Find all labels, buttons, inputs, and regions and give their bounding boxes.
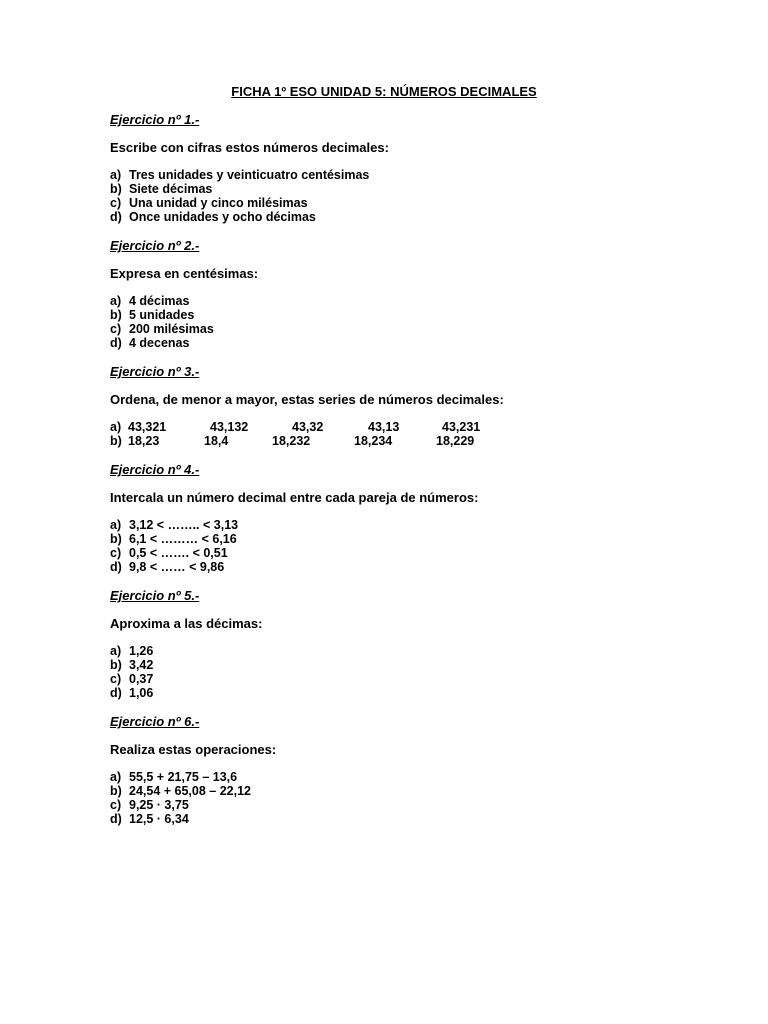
item-marker: c) xyxy=(110,546,122,560)
item-marker: b) xyxy=(110,182,122,196)
item-text: 5 unidades xyxy=(129,308,195,322)
exercise-item xyxy=(110,672,670,686)
item-marker: a) xyxy=(110,770,122,784)
item-text: 6,1 < ……… < 6,16 xyxy=(129,532,237,546)
exercise-instruction: Realiza estas operaciones: xyxy=(110,742,277,757)
exercise-1 xyxy=(110,112,670,224)
exercise-item xyxy=(110,560,670,574)
item-text: 1,26 xyxy=(129,644,154,658)
item-marker: a) xyxy=(110,168,122,182)
item-marker: b) xyxy=(110,784,122,798)
exercise-item xyxy=(110,532,670,546)
item-marker: c) xyxy=(110,196,122,210)
exercise-heading: Ejercicio nº 6.- xyxy=(110,714,200,729)
series-value: 18,232 xyxy=(272,434,311,448)
exercise-item xyxy=(110,168,670,182)
item-marker: b) xyxy=(110,658,122,672)
series-list xyxy=(110,420,670,448)
item-text: 4 decenas xyxy=(129,336,190,350)
series-value: 43,132 xyxy=(210,420,249,434)
item-text: 3,42 xyxy=(129,658,154,672)
series-value: 18,234 xyxy=(354,434,393,448)
exercise-item xyxy=(110,210,670,224)
exercise-item-list xyxy=(110,168,670,224)
series-value: 18,23 xyxy=(128,434,160,448)
item-text: 4 décimas xyxy=(129,294,190,308)
exercise-item xyxy=(110,658,670,672)
exercise-item xyxy=(110,518,670,532)
item-marker: d) xyxy=(110,812,122,826)
series-value: 18,229 xyxy=(436,434,475,448)
exercise-instruction: Ordena, de menor a mayor, estas series de números decimales: xyxy=(110,392,504,407)
exercise-heading: Ejercicio nº 4.- xyxy=(110,462,200,477)
exercise-item xyxy=(110,686,670,700)
item-text: 24,54 + 65,08 – 22,12 xyxy=(129,784,251,798)
series-value: 43,231 xyxy=(442,420,481,434)
item-marker: c) xyxy=(110,322,122,336)
series-value: 43,32 xyxy=(292,420,324,434)
item-marker: b) xyxy=(110,532,122,546)
item-text: 0,37 xyxy=(129,672,154,686)
exercise-item xyxy=(110,182,670,196)
item-marker: a) xyxy=(110,644,122,658)
exercise-item xyxy=(110,336,670,350)
item-marker: b) xyxy=(110,434,122,448)
series-value: 43,13 xyxy=(368,420,400,434)
item-text: 12,5 · 6,34 xyxy=(129,812,189,826)
exercise-item-list xyxy=(110,294,670,350)
exercise-instruction: Aproxima a las décimas: xyxy=(110,616,263,631)
exercise-item-list xyxy=(110,770,670,826)
item-marker: a) xyxy=(110,518,122,532)
exercise-item xyxy=(110,294,670,308)
item-marker: c) xyxy=(110,798,122,812)
item-marker: b) xyxy=(110,308,122,322)
exercise-instruction: Escribe con cifras estos números decimales: xyxy=(110,140,389,155)
item-text: 200 milésimas xyxy=(129,322,214,336)
item-text: Siete décimas xyxy=(129,182,213,196)
exercise-item-list xyxy=(110,644,670,700)
series-value: 18,4 xyxy=(204,434,229,448)
exercise-2 xyxy=(110,238,670,350)
exercise-5 xyxy=(110,588,670,700)
exercise-item xyxy=(110,770,670,784)
item-text: 55,5 + 21,75 – 13,6 xyxy=(129,770,238,784)
item-marker: d) xyxy=(110,210,122,224)
exercise-item-list xyxy=(110,518,670,574)
exercise-3 xyxy=(110,364,670,448)
exercise-item xyxy=(110,798,670,812)
series-row-b xyxy=(110,434,670,448)
series-row-a xyxy=(110,420,670,434)
exercise-instruction: Intercala un número decimal entre cada pareja de números: xyxy=(110,490,479,505)
exercise-4 xyxy=(110,462,670,574)
exercise-heading: Ejercicio nº 5.- xyxy=(110,588,200,603)
exercise-item xyxy=(110,784,670,798)
exercise-item xyxy=(110,322,670,336)
item-marker: d) xyxy=(110,686,122,700)
exercise-item xyxy=(110,644,670,658)
exercise-6 xyxy=(110,714,670,826)
item-marker: d) xyxy=(110,560,122,574)
item-text: 1,06 xyxy=(129,686,154,700)
item-text: 0,5 < ……. < 0,51 xyxy=(129,546,228,560)
item-marker: a) xyxy=(110,420,122,434)
exercise-item xyxy=(110,812,670,826)
exercise-heading: Ejercicio nº 1.- xyxy=(110,112,200,127)
exercise-instruction: Expresa en centésimas: xyxy=(110,266,259,281)
item-text: Una unidad y cinco milésimas xyxy=(129,196,308,210)
exercise-item xyxy=(110,196,670,210)
page-title: FICHA 1º ESO UNIDAD 5: NÚMEROS DECIMALES xyxy=(231,84,537,99)
item-text: 9,8 < …… < 9,86 xyxy=(129,560,225,574)
item-marker: c) xyxy=(110,672,122,686)
exercise-heading: Ejercicio nº 3.- xyxy=(110,364,200,379)
item-text: 3,12 < …….. < 3,13 xyxy=(129,518,239,532)
item-text: 9,25 · 3,75 xyxy=(129,798,189,812)
item-text: Once unidades y ocho décimas xyxy=(129,210,316,224)
item-marker: a) xyxy=(110,294,122,308)
series-value: 43,321 xyxy=(128,420,167,434)
exercise-item xyxy=(110,546,670,560)
exercise-heading: Ejercicio nº 2.- xyxy=(110,238,200,253)
item-marker: d) xyxy=(110,336,122,350)
exercise-item xyxy=(110,308,670,322)
item-text: Tres unidades y veinticuatro centésimas xyxy=(129,168,370,182)
